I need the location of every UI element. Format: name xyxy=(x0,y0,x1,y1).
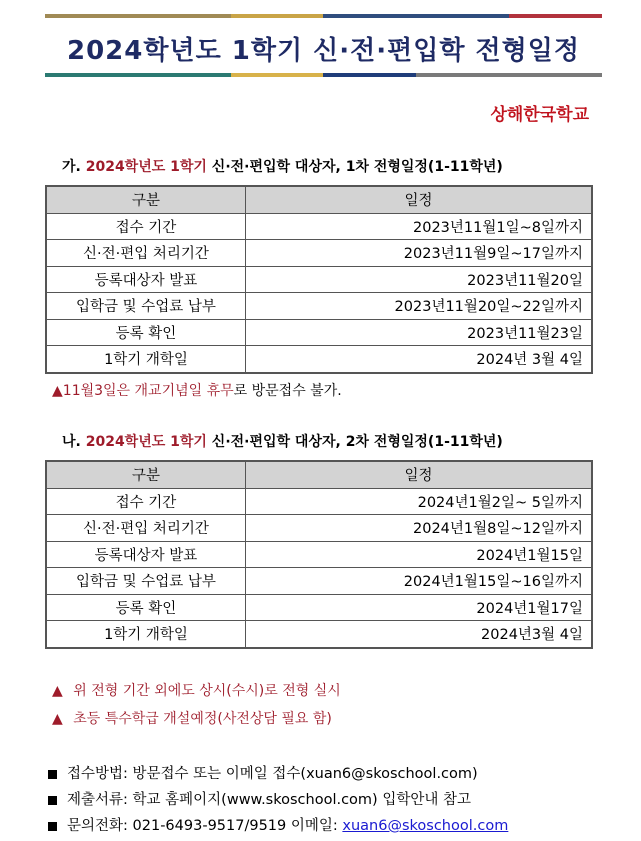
bottom-color-bar xyxy=(45,73,602,77)
square-bullet-icon xyxy=(48,770,57,779)
row-value: 2024년1월15일~16일까지 xyxy=(246,568,593,595)
info-text: 접수방법: 방문접수 또는 이메일 접수(xuan6@skoschool.com) xyxy=(67,766,478,782)
table-row xyxy=(46,541,592,568)
row-label: 입학금 및 수업료 납부 xyxy=(46,568,246,595)
section2-title xyxy=(62,431,503,451)
bar-seg-2 xyxy=(138,73,231,77)
table-row xyxy=(46,346,592,373)
section1-rest: 신·전·편입학 대상자, 1차 전형일정(1-11학년) xyxy=(211,159,503,175)
info-text: 문의전화: 021-6493-9517/9519 이메일: xyxy=(67,818,343,834)
row-value: 2024년3월 4일 xyxy=(246,621,593,648)
header-category: 구분 xyxy=(46,461,246,488)
note-special-class xyxy=(52,708,332,728)
row-label: 1학기 개학일 xyxy=(46,621,246,648)
table-row xyxy=(46,240,592,267)
table-row xyxy=(46,319,592,346)
triangle-icon: ▲ xyxy=(52,383,63,399)
section1-highlight: 2024학년도 1학기 xyxy=(85,159,207,175)
note-continuous-admission xyxy=(52,680,341,700)
row-value: 2023년11월1일~8일까지 xyxy=(246,213,593,240)
table-header-row xyxy=(46,461,592,488)
email-link[interactable]: xuan6@skoschool.com xyxy=(342,818,509,834)
info-application-method xyxy=(48,762,478,783)
row-label: 등록 확인 xyxy=(46,319,246,346)
table-row xyxy=(46,293,592,320)
row-label: 1학기 개학일 xyxy=(46,346,246,373)
triangle-icon: ▲ xyxy=(52,683,63,699)
row-value: 2024년1월8일~12일까지 xyxy=(246,515,593,542)
table-row xyxy=(46,488,592,515)
schedule-table-2 xyxy=(45,460,593,649)
info-contact xyxy=(48,814,508,835)
bar-seg-3 xyxy=(231,14,324,18)
schedule-table-1 xyxy=(45,185,593,374)
note-text: 위 전형 기간 외에도 상시(수시)로 전형 실시 xyxy=(73,683,341,699)
bar-seg-1 xyxy=(45,73,138,77)
row-value: 2024년1월2일~ 5일까지 xyxy=(246,488,593,515)
triangle-icon: ▲ xyxy=(52,711,63,727)
bar-seg-5 xyxy=(416,73,509,77)
header-schedule: 일정 xyxy=(246,461,593,488)
note-text: 초등 특수학급 개설예정(사전상담 필요 함) xyxy=(73,711,332,727)
section2-rest: 신·전·편입학 대상자, 2차 전형일정(1-11학년) xyxy=(211,434,503,450)
row-label: 접수 기간 xyxy=(46,213,246,240)
table-row xyxy=(46,266,592,293)
row-value: 2023년11월9일~17일까지 xyxy=(246,240,593,267)
section1-note xyxy=(52,380,342,400)
note-rest: 로 방문접수 불가. xyxy=(233,383,342,399)
bar-seg-5 xyxy=(416,14,509,18)
bar-seg-2 xyxy=(138,14,231,18)
page-title: 2024학년도 1학기 신·전·편입학 전형일정 xyxy=(67,36,580,66)
bar-seg-3 xyxy=(231,73,324,77)
table-header-row xyxy=(46,186,592,213)
bar-seg-1 xyxy=(45,14,138,18)
section2-highlight: 2024학년도 1학기 xyxy=(85,434,207,450)
row-value: 2024년1월17일 xyxy=(246,594,593,621)
row-value: 2024년1월15일 xyxy=(246,541,593,568)
row-value: 2023년11월23일 xyxy=(246,319,593,346)
bar-seg-4 xyxy=(323,14,416,18)
row-value: 2023년11월20일 xyxy=(246,266,593,293)
row-label: 접수 기간 xyxy=(46,488,246,515)
school-name: 상해한국학교 xyxy=(490,105,589,125)
row-label: 신·전·편입 처리기간 xyxy=(46,240,246,267)
bar-seg-4 xyxy=(323,73,416,77)
header-schedule: 일정 xyxy=(246,186,593,213)
bar-seg-6 xyxy=(509,73,602,77)
table-row xyxy=(46,515,592,542)
info-documents xyxy=(48,788,471,809)
row-label: 등록대상자 발표 xyxy=(46,541,246,568)
row-label: 신·전·편입 처리기간 xyxy=(46,515,246,542)
top-color-bar xyxy=(45,14,602,18)
bar-seg-6 xyxy=(509,14,602,18)
row-label: 등록대상자 발표 xyxy=(46,266,246,293)
header-category: 구분 xyxy=(46,186,246,213)
row-label: 입학금 및 수업료 납부 xyxy=(46,293,246,320)
table-row xyxy=(46,594,592,621)
table-row xyxy=(46,568,592,595)
row-value: 2023년11월20일~22일까지 xyxy=(246,293,593,320)
section1-prefix: 가. xyxy=(62,159,81,175)
square-bullet-icon xyxy=(48,796,57,805)
row-label: 등록 확인 xyxy=(46,594,246,621)
note-highlight: 11월3일은 개교기념일 휴무 xyxy=(62,383,234,399)
section2-prefix: 나. xyxy=(62,434,81,450)
square-bullet-icon xyxy=(48,822,57,831)
table-row xyxy=(46,621,592,648)
table-row xyxy=(46,213,592,240)
row-value: 2024년 3월 4일 xyxy=(246,346,593,373)
section1-title xyxy=(62,156,503,176)
info-text: 제출서류: 학교 홈페이지(www.skoschool.com) 입학안내 참고 xyxy=(67,792,471,808)
